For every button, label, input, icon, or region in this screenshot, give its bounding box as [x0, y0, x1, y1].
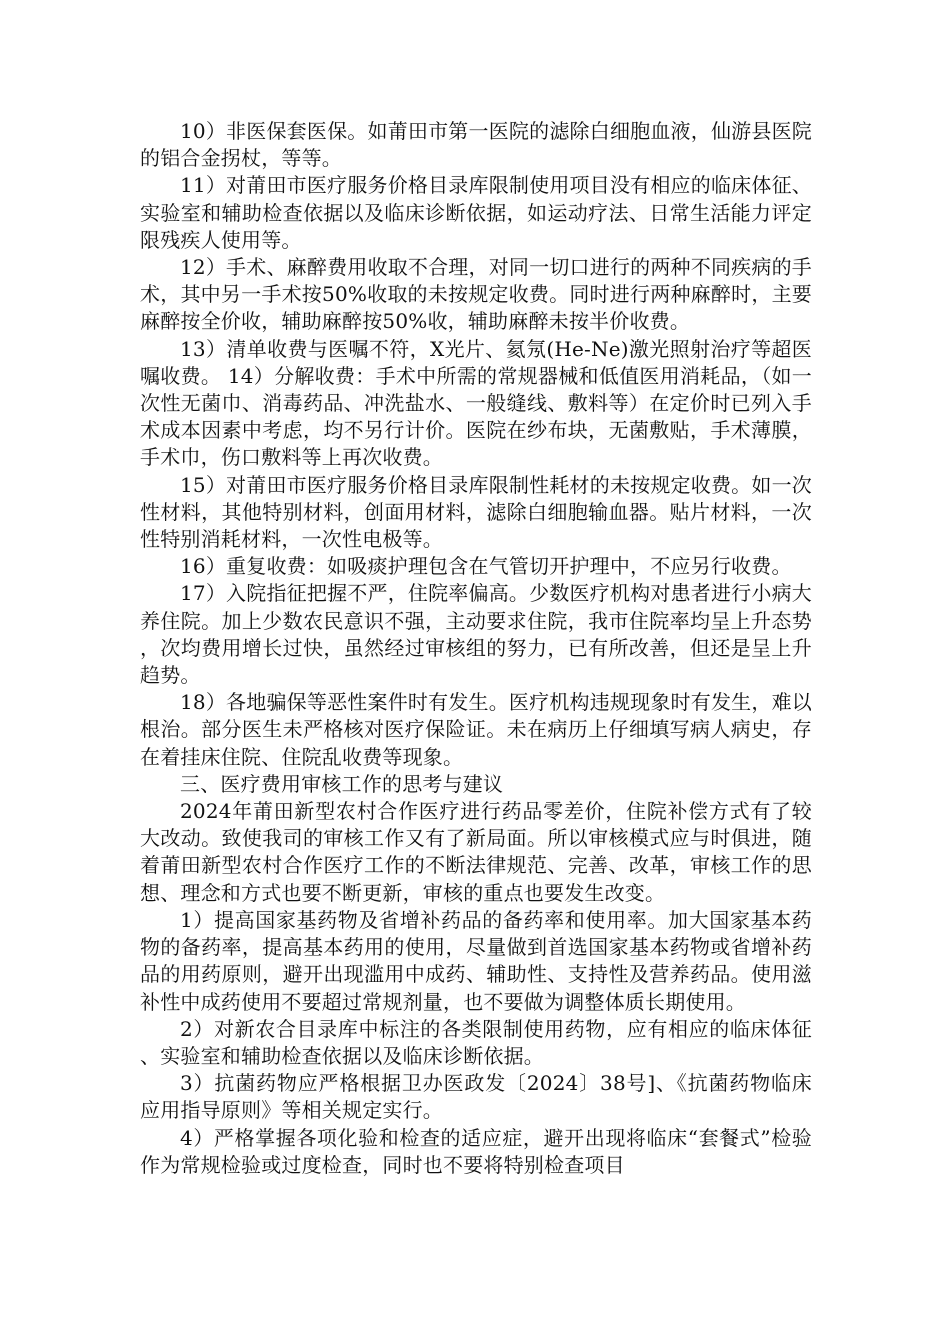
suggestion-item-4: 4）严格掌握各项化验和检查的适应症，避开出现将临床“套餐式”检验作为常规检验或过度检查，同时也不要将特别检查项目	[140, 1125, 812, 1177]
suggestion-item-3: 3）抗菌药物应严格根据卫办医政发〔2024〕38号]、《抗菌药物临床应用指导原则》等相关规定实行。	[140, 1071, 812, 1123]
paragraph-item-18: 18）各地骗保等恶性案件时有发生。医疗机构违规现象时有发生，难以根治。部分医生未严格核对医疗保险证。未在病历上仔细填写病人病史，存在着挂床住院、住院乱收费等现象。	[140, 690, 812, 769]
paragraph-item-10: 10）非医保套医保。如莆田市第一医院的滤除白细胞血液，仙游县医院的铝合金拐杖，等等。	[140, 119, 812, 171]
paragraph-item-12: 12）手术、麻醉费用收取不合理，对同一切口进行的两种不同疾病的手术，其中另一手术按50%收取的未按规定收费。同时进行两种麻醉时，主要麻醉按全价收，辅助麻醉按50%收，辅助麻醉未按半价收费。	[140, 255, 812, 334]
document-page	[140, 118, 812, 1179]
suggestion-item-1: 1）提高国家基药物及省增补药品的备药率和使用率。加大国家基本药物的备药率，提高基本药用的使用，尽量做到首选国家基本药物或省增补药品的用药原则，避开出现滥用中成药、辅助性、支持性及营养药品。使用滋补性中成药使用不要超过常规剂量，也不要做为调整体质长期使用。	[140, 907, 812, 1014]
paragraph-item-15: 15）对莆田市医疗服务价格目录库限制性耗材的未按规定收费。如一次性材料，其他特别材料，创面用材料，滤除白细胞输血器。贴片材料，一次性特别消耗材料，一次性电极等。	[140, 472, 812, 552]
section-heading: 三、医疗费用审核工作的思考与建议	[180, 771, 504, 796]
paragraph-item-16: 16）重复收费：如吸痰护理包含在气管切开护理中，不应另行收费。	[180, 554, 792, 579]
paragraph-item-17: 17）入院指征把握不严，住院率偏高。少数医疗机构对患者进行小病大养住院。加上少数农民意识不强，主动要求住院，我市住院率均呈上升态势，次均费用增长过快，虽然经过审核组的努力，已有所改善，但还是呈上升趋势。	[140, 581, 812, 688]
section-intro-paragraph: 2024年莆田新型农村合作医疗进行药品零差价，住院补偿方式有了较大改动。致使我司的审核工作又有了新局面。所以审核模式应与时俱进，随着莆田新型农村合作医疗工作的不断法律规范、完善、改革，审核工作的思想、理念和方式也要不断更新，审核的重点也要发生改变。	[140, 799, 812, 905]
paragraph-item-13-14: 13）清单收费与医嘱不符，X光片、氦氖(He-Ne)激光照射治疗等超医嘱收费。 14）分解收费：手术中所需的常规器械和低值医用消耗品，（如一次性无菌巾、消毒药品、冲洗盐水、一般缝线、敷料等）在定价时已列入手术成本因素中考虑，均不另行计价。医院在纱布块，无菌敷贴，手术薄膜，手术巾，伤口敷料等上再次收费。	[140, 336, 812, 470]
paragraph-item-11: 11）对莆田市医疗服务价格目录库限制使用项目没有相应的临床体征、实验室和辅助检查依据以及临床诊断依据，如运动疗法、日常生活能力评定限残疾人使用等。	[140, 173, 812, 252]
suggestion-item-2: 2）对新农合目录库中标注的各类限制使用药物，应有相应的临床体征、实验室和辅助检查依据以及临床诊断依据。	[140, 1016, 812, 1068]
